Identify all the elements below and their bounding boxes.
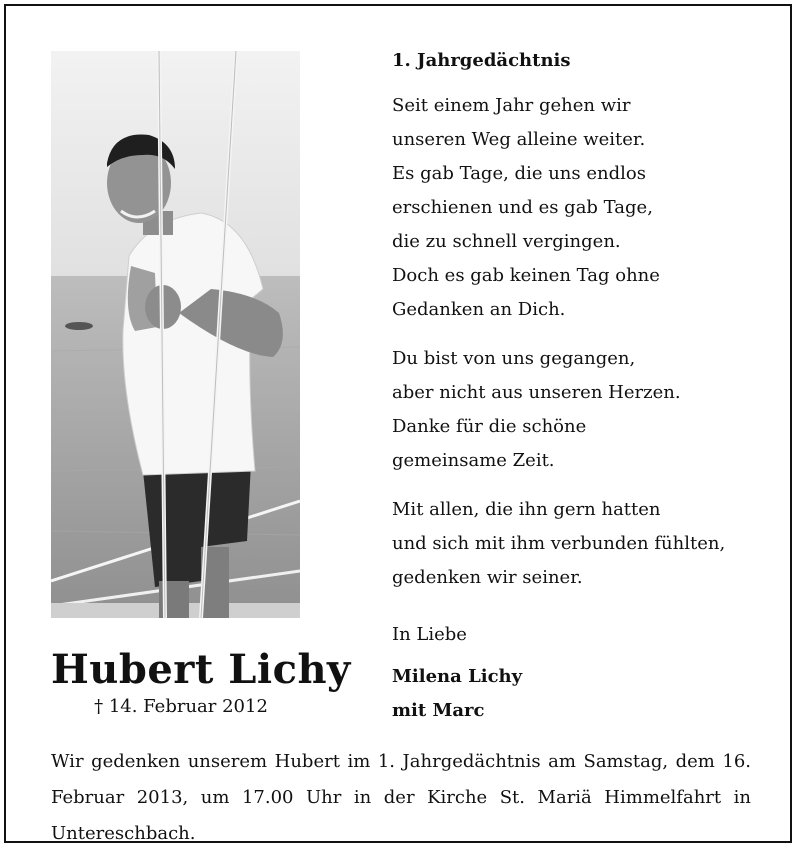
poem-line: Gedanken an Dich. bbox=[392, 299, 566, 320]
closing-regards: In Liebe bbox=[392, 624, 467, 645]
signature-block bbox=[392, 620, 752, 728]
poem-line: Doch es gab keinen Tag ohne bbox=[392, 265, 660, 286]
death-date: † 14. Februar 2012 bbox=[94, 696, 268, 717]
poem-line: erschienen und es gab Tage, bbox=[392, 197, 653, 218]
poem-stanza-1 bbox=[392, 89, 752, 327]
memorial-service-text: Wir gedenken unserem Hubert im 1. Jahrgedächtnis am Samstag, dem 16. Februar 2013, um 17.00 Uhr in der Kirche St. Mariä Himmelfahrt in Untereschbach. bbox=[51, 751, 751, 844]
poem-line: gedenken wir seiner. bbox=[392, 567, 583, 588]
poem-line: Mit allen, die ihn gern hatten bbox=[392, 499, 661, 520]
poem-stanza-3 bbox=[392, 493, 752, 595]
poem-stanza-2 bbox=[392, 342, 752, 478]
poem-line: Danke für die schöne bbox=[392, 416, 587, 437]
poem-line: aber nicht aus unseren Herzen. bbox=[392, 382, 681, 403]
portrait-photo bbox=[51, 51, 300, 618]
poem-block bbox=[392, 48, 752, 610]
poem-line: unseren Weg alleine weiter. bbox=[392, 129, 646, 150]
signer-name: mit Marc bbox=[392, 700, 485, 721]
poem-line: Du bist von uns gegangen, bbox=[392, 348, 636, 369]
signer-name: Milena Lichy bbox=[392, 666, 523, 687]
poem-line: die zu schnell vergingen. bbox=[392, 231, 621, 252]
poem-line: Seit einem Jahr gehen wir bbox=[392, 95, 631, 116]
poem-line: und sich mit ihm verbunden fühlten, bbox=[392, 533, 726, 554]
poem-line: Es gab Tage, die uns endlos bbox=[392, 163, 646, 184]
anniversary-heading: 1. Jahrgedächtnis bbox=[392, 50, 571, 71]
poem-line: gemeinsame Zeit. bbox=[392, 450, 555, 471]
deceased-name: Hubert Lichy bbox=[51, 646, 351, 693]
